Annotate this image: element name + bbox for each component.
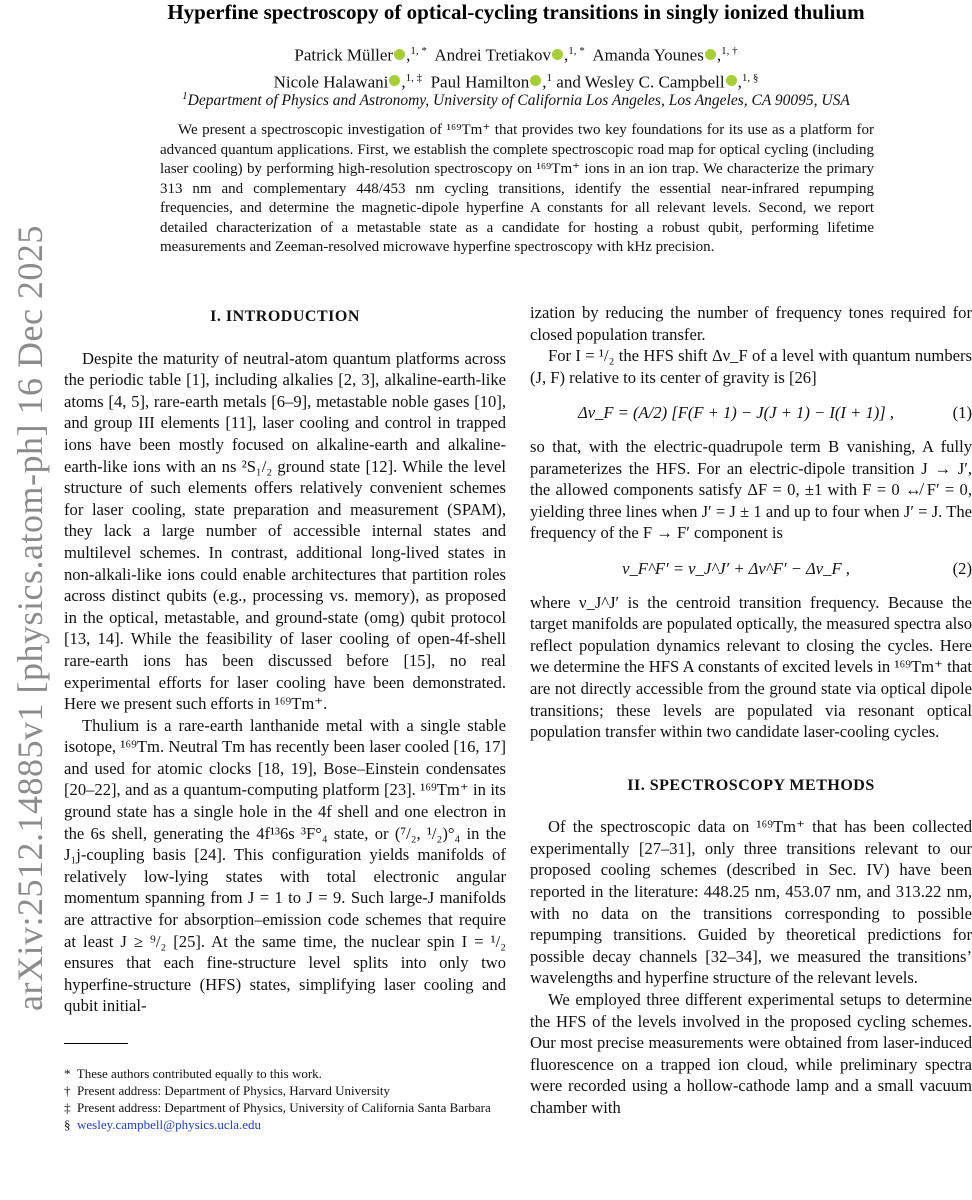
footnote-divider bbox=[64, 1043, 128, 1044]
author-name[interactable]: Paul Hamilton bbox=[430, 72, 530, 92]
equation-2-expression: ν_F^F′ = ν_J^J′ + Δν^F′ − Δν_F , bbox=[622, 558, 850, 578]
footnote-text: These authors contributed equally to this work. bbox=[76, 1066, 322, 1081]
intro-continuation: ization by reducing the number of frequency tones required for closed population transfer. bbox=[530, 303, 972, 344]
centroid-paragraph: where ν_J^J′ is the centroid transition frequency. Because the target manifolds are populated optically, the measured spectra also reflect population dynamics relevant to closing the cycles. Here we determine the HFS A constants of excited levels in ¹⁶⁹Tm⁺ that are not directly accessible from the ground state via optical dipole transitions; these levels are populated via resonant optical population transfer within two candidate laser-cooling cycles. bbox=[530, 592, 972, 742]
footnote-text: Present address: Department of Physics, University of California Santa Barbara bbox=[77, 1100, 491, 1115]
abstract: We present a spectroscopic investigation of ¹⁶⁹Tm⁺ that provides two key foundations for its use as a platform for advanced quantum applications. First, we establish the complete spectroscopic road map for optical cycling (including laser cooling) by performing high-resolution spectroscopy on ¹⁶⁹Tm⁺ ions in an ion trap. We characterize the primary 313 nm and complementary 448/453 nm cycling transitions, identify the essential near-infrared repumping frequencies, and determine the magnetic-dipole hyperfine A constants for all relevant levels. Second, we report detailed characterization of a metastable state as a candidate for hosting a robust qubit, performing lifetime measurements and Zeeman-resolved microwave hyperfine spectroscopy with kHz precision. bbox=[160, 122, 874, 255]
section-heading-spectroscopy-methods: II. SPECTROSCOPY METHODS bbox=[627, 776, 875, 794]
transition-paragraph: so that, with the electric-quadrupole term B vanishing, A fully parameterizes the HFS. For an electric-dipole transition J → J′, the allowed components satisfy ΔF = 0, ±1 with F = 0 ↮ F′ = 0, yielding three lines when J′ = J ± 1 and up to four when J′ = J. The frequency of the F → F′ component is bbox=[530, 436, 972, 543]
orcid-icon[interactable] bbox=[552, 49, 563, 60]
author-mark: 1 bbox=[546, 71, 553, 84]
footnote-mark: § bbox=[64, 1117, 71, 1132]
author-mark: 1, ‡ bbox=[405, 71, 423, 84]
author-line-1: Patrick Müller ,$^{1, *}$ Andrei Tretiakov ,$^{1, *}$ Amanda Younes ,$^{1, \dagger}$ bbox=[294, 45, 738, 65]
email-link[interactable]: wesley.campbell@physics.ucla.edu bbox=[77, 1117, 262, 1132]
intro-paragraph-2: Thulium is a rare-earth lanthanide metal with a single stable isotope, ¹⁶⁹Tm. Neutral Tm has recently been laser cooled [16, 17] and used for atomic clocks [18, 19], Bose–Einstein condensates [20–22], and as a quantum-computing platform [23]. ¹⁶⁹Tm⁺ in its ground state has a single hole in the 4f shell and one electron in the 6s shell, generating the 4f¹³6s ³F°₄ state, or (⁷/₂, ¹/₂)°₄ in the J₁j-coupling basis [24]. This configuration yields manifolds of relatively low-lying states with total electronic angular momentum spanning from J = 1 to J = 9. Such large-J manifolds are attractive for absorption–emission code schemes that require at least J ≥ ⁹/₂ [25]. At the same time, the nuclear spin I = ¹/₂ ensures that each fine-structure level splits into only two hyperfine-structure (HFS) states, simplifying laser cooling and qubit initial- bbox=[64, 715, 506, 1016]
hfs-paragraph: For I = ¹/₂ the HFS shift Δν_F of a level with quantum numbers (J, F) relative to its center of gravity is [26] bbox=[530, 346, 972, 387]
methods-paragraph-2: We employed three different experimental setups to determine the HFS of the levels involved in the proposed cycling schemes. Our most precise measurements were obtained from laser-induced fluorescence on a trapped ion cloud, while preliminary spectra were recorded using a hollow-cathode lamp and a small vacuum chamber with bbox=[530, 990, 972, 1117]
equation-2 bbox=[530, 558, 972, 580]
right-column bbox=[530, 302, 972, 1119]
footnote bbox=[64, 1083, 506, 1099]
orcid-icon[interactable] bbox=[530, 75, 541, 86]
author-mark: 1, † bbox=[721, 45, 738, 57]
left-column bbox=[64, 306, 506, 1134]
author-and: and bbox=[556, 72, 581, 92]
footnote bbox=[64, 1066, 506, 1082]
section-heading-introduction: I. INTRODUCTION bbox=[210, 308, 360, 325]
author-list bbox=[60, 40, 972, 93]
footnote bbox=[64, 1100, 506, 1116]
orcid-icon[interactable] bbox=[394, 49, 405, 60]
author-mark: 1, * bbox=[568, 45, 585, 57]
intro-paragraph-1: Despite the maturity of neutral-atom quantum platforms across the periodic table [1], including alkalies [2, 3], alkaline-earth-like atoms [4, 5], rare-earth metals [6–9], metastable noble gases [10], and group III elements [11], laser cooling and control in trapped ions have been mostly focused on alkaline-earth and alkaline-earth-like ions with an ns ²S₁/₂ ground state [12]. While the level structure of such elements offers relatively convenient schemes for laser cooling, state preparation and measurement (SPAM), they lack a large number of accessible internal states and multilevel schemes. In contrast, additional long-lived states in non-alkali-like ions could enable architectures that partition roles across distinct qubits (e.g., processing vs. memory), as proposed in the optical, metastable, and ground-state (omg) qubit protocol [13, 14]. While the feasibility of laser cooling of open-4f-shell rare-earth ions has been discussed before [15], no real experimental efforts for laser cooling have been demonstrated. Here we present such efforts in ¹⁶⁹Tm⁺. bbox=[64, 348, 506, 714]
author-name[interactable]: Amanda Younes bbox=[592, 45, 704, 65]
footnote-text: Present address: Department of Physics, Harvard University bbox=[77, 1083, 391, 1098]
affiliation-mark: 1 bbox=[182, 90, 188, 102]
affiliation-text: Department of Physics and Astronomy, University of California Los Angeles, Los Angeles, CA 90095, USA bbox=[187, 92, 850, 110]
arxiv-identifier-stamp bbox=[2, 218, 58, 1018]
affiliation bbox=[60, 90, 972, 110]
footnotes bbox=[64, 1066, 506, 1133]
orcid-icon[interactable] bbox=[389, 75, 400, 86]
footnote-mark: * bbox=[64, 1066, 71, 1081]
arxiv-id-text: arXiv:2512.14885v1 [physics.atom-ph] 16 Dec 2025 bbox=[10, 225, 50, 1011]
orcid-icon[interactable] bbox=[726, 75, 737, 86]
methods-paragraph-1: Of the spectroscopic data on ¹⁶⁹Tm⁺ that has been collected experimentally [27–31], only three transitions relevant to our proposed cooling schemes (described in Sec. IV) have been reported in the literature: 448.25 nm, 453.07 nm, and 313.22 nm, with no data on the transitions corresponding to possible repumping transitions. Guided by theoretical predictions for possible decay channels [32–34], we measured the transitions’ wavelengths and hyperfine structure of the relevant levels. bbox=[530, 817, 972, 988]
equation-1 bbox=[530, 402, 972, 424]
author-name[interactable]: Andrei Tretiakov bbox=[434, 45, 552, 65]
footnote-mark: † bbox=[64, 1083, 71, 1098]
equation-1-number: (1) bbox=[952, 403, 972, 423]
author-line-2: Nicole Halawani ,$^{1, \ddagger}$ Paul Hamilton ,$^1$ and Wesley C. Campbell ,$^{1, \S}$ bbox=[273, 71, 759, 92]
author-name[interactable]: Wesley C. Campbell bbox=[584, 72, 725, 92]
orcid-icon[interactable] bbox=[705, 49, 716, 60]
author-mark: 1, * bbox=[410, 45, 427, 57]
author-name[interactable]: Patrick Müller bbox=[294, 45, 394, 65]
author-name[interactable]: Nicole Halawani bbox=[273, 72, 389, 92]
footnote bbox=[64, 1117, 506, 1133]
footnote-mark: ‡ bbox=[64, 1100, 71, 1115]
paper-title: Hyperfine spectroscopy of optical-cycling transitions in singly ionized thulium bbox=[167, 0, 865, 24]
equation-2-number: (2) bbox=[952, 558, 972, 578]
author-mark: 1, § bbox=[741, 71, 759, 84]
equation-1-expression: Δν_F = (A/2) [F(F + 1) − J(J + 1) − I(I + 1)] , bbox=[577, 403, 895, 423]
